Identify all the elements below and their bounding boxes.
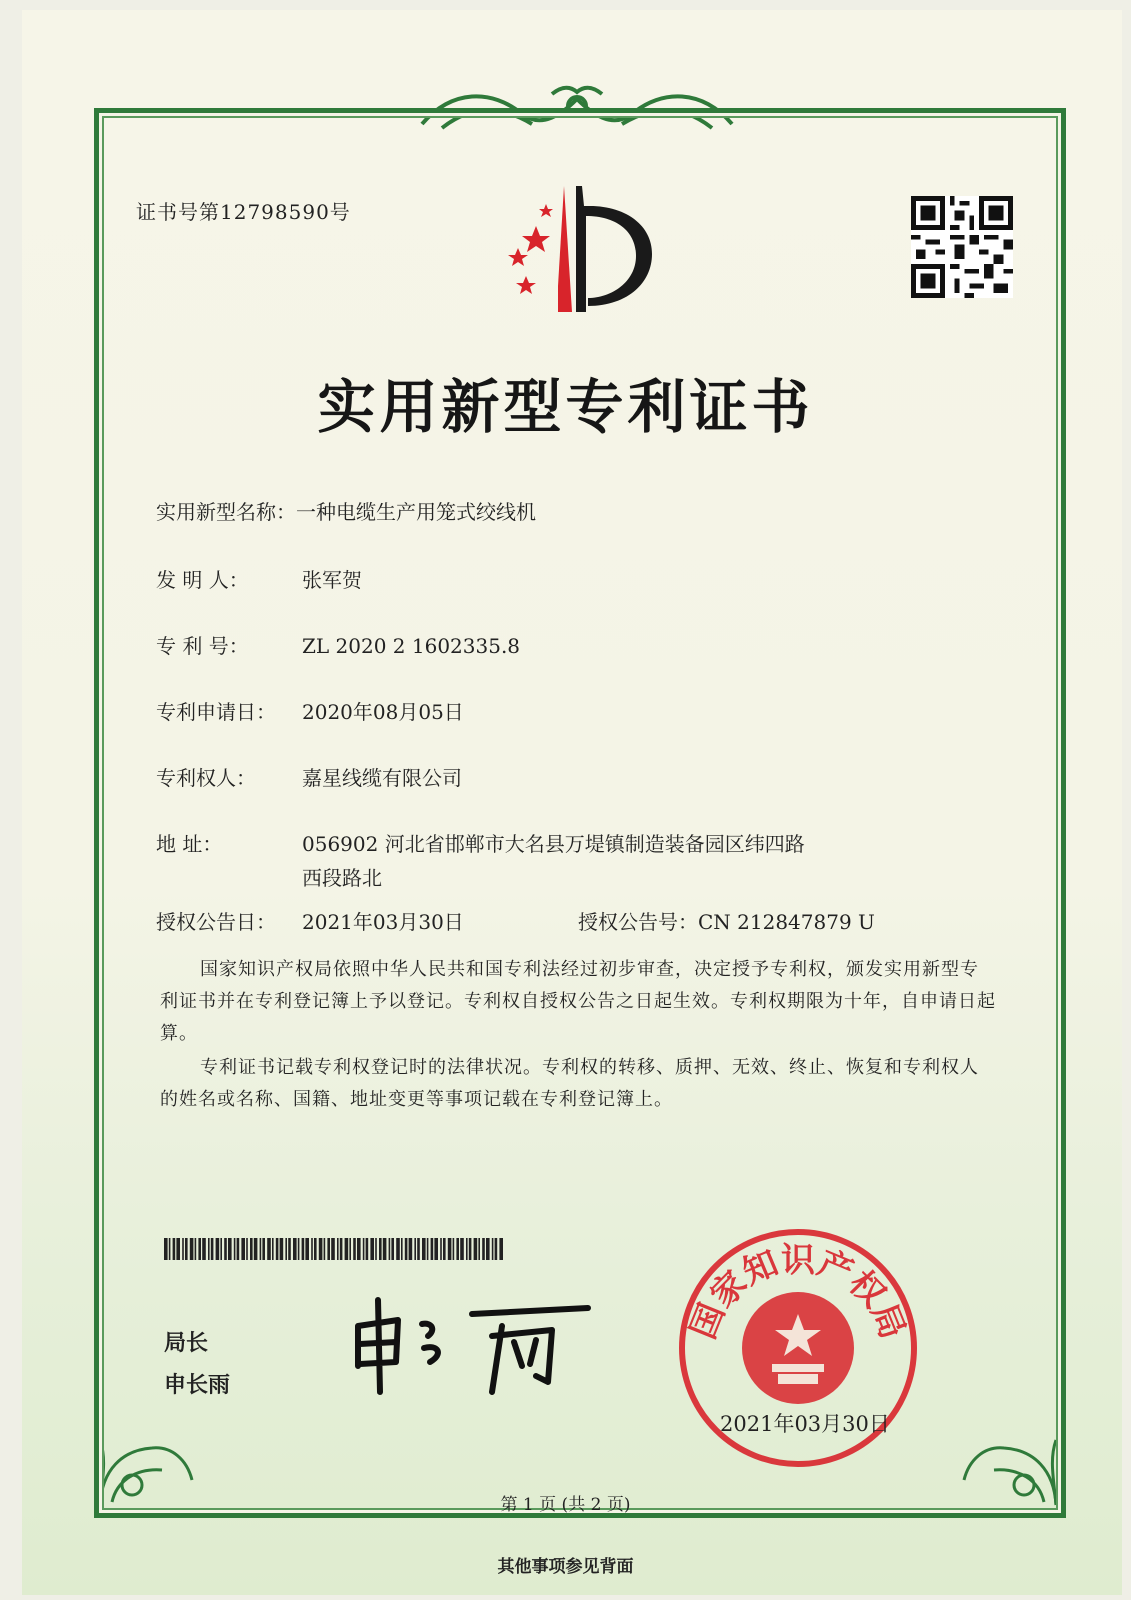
- field-patentee: [156, 762, 462, 791]
- field-label: 专利申请日：: [156, 700, 276, 724]
- signatory-position: 局长: [164, 1331, 209, 1356]
- field-label: 授权公告号：: [578, 910, 698, 934]
- field-address: [156, 828, 805, 857]
- qr-code-icon: [911, 196, 1013, 298]
- statement-paragraph-2: 专利证书记载专利权登记时的法律状况。专利权的转移、质押、无效、终止、恢复和专利权人的姓名或名称、国籍、地址变更等事项记载在专利登记簿上。: [160, 1057, 979, 1110]
- field-value: 嘉星线缆有限公司: [302, 766, 462, 790]
- certificate-number: 证书号第12798590号: [136, 200, 351, 224]
- field-inventor: [156, 564, 362, 593]
- field-value: ZL 2020 2 1602335.8: [302, 634, 521, 658]
- field-grant-number: [578, 906, 875, 935]
- field-value: 一种电缆生产用笼式绞线机: [296, 500, 536, 524]
- patent-office-emblem-icon: [496, 186, 660, 312]
- field-label: 授权公告日：: [156, 910, 276, 934]
- handwritten-signature-icon: [352, 1296, 592, 1396]
- statement-paragraph-1: 国家知识产权局依照中华人民共和国专利法经过初步审查，决定授予专利权，颁发实用新型专利证书并在专利登记簿上予以登记。专利权自授权公告之日起生效。专利权期限为十年，自申请日起算。: [160, 959, 996, 1044]
- certificate-title: 实用新型专利证书: [317, 373, 814, 441]
- field-label: 发 明 人：: [156, 568, 249, 592]
- seal-date: 2021年03月30日: [720, 1412, 890, 1436]
- field-grant-date: [156, 906, 464, 935]
- field-label: 专利权人：: [156, 766, 256, 790]
- field-value: CN 212847879 U: [698, 910, 875, 934]
- signatory-name: 申长雨: [164, 1373, 231, 1398]
- field-value: 056902 河北省邯郸市大名县万堤镇制造装备园区纬四路: [302, 832, 805, 856]
- field-value: 2020年08月05日: [302, 700, 464, 724]
- field-label: 实用新型名称：: [156, 500, 296, 524]
- field-filing-date: [156, 696, 464, 725]
- svg-text:国家知识产权局: 国家知识产权局: [683, 1240, 913, 1345]
- field-patent-number: [156, 630, 520, 659]
- field-address-line2: 西段路北: [302, 866, 382, 890]
- field-value: 2021年03月30日: [302, 910, 464, 934]
- page-indicator: 第 1 页 (共 2 页): [500, 1495, 631, 1515]
- barcode-icon: [164, 1238, 508, 1260]
- field-label: 地 址：: [156, 832, 223, 856]
- field-utility-model-name: [156, 496, 536, 525]
- field-value: 张军贺: [302, 568, 362, 592]
- field-label: 专 利 号：: [156, 634, 249, 658]
- footer-note: 其他事项参见背面: [497, 1557, 634, 1577]
